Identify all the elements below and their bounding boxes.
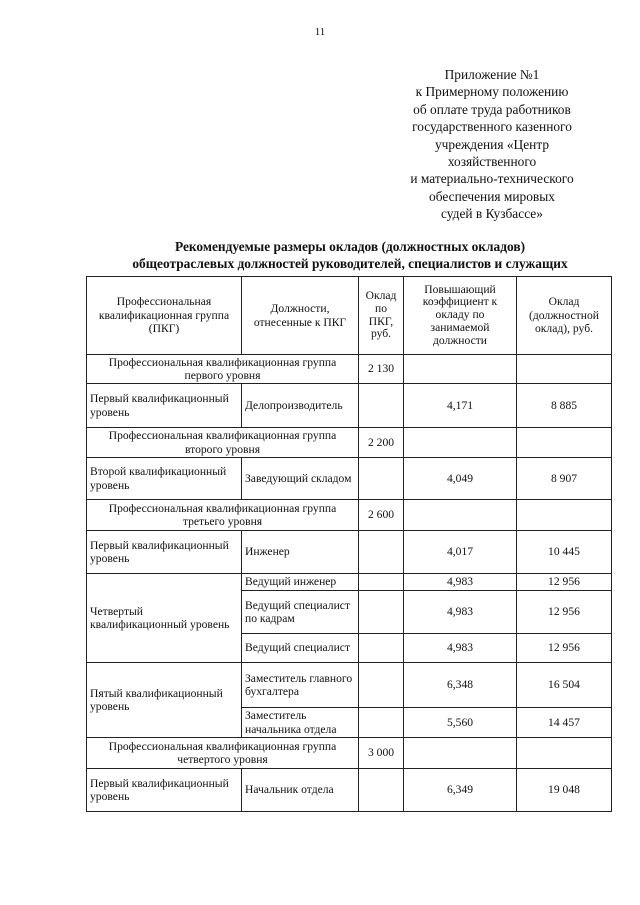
group-name: Профессиональная квалификационная группа второго уровня xyxy=(87,428,359,458)
group-name: Профессиональная квалификационная группа третьего уровня xyxy=(87,500,359,531)
table-row xyxy=(87,574,612,591)
coefficient: 4,983 xyxy=(404,634,517,663)
appendix-line: хозяйственного xyxy=(447,154,537,170)
salary: 12 956 xyxy=(517,591,612,634)
salary: 12 956 xyxy=(517,574,612,591)
table-row xyxy=(87,663,612,708)
title-line: Рекомендуемые размеры окладов (должностных окладов) xyxy=(174,239,526,254)
group-name: Профессиональная квалификационная группа четвертого уровня xyxy=(87,738,359,769)
header-cell: Оклад по ПКГ, руб. xyxy=(359,277,404,355)
appendix-line: к Примерному положению xyxy=(415,84,569,100)
level-name: Первый квалификационный уровень xyxy=(87,531,242,574)
position-title: Начальник отдела xyxy=(242,769,359,812)
appendix-line: Приложение №1 xyxy=(444,67,540,82)
salary: 8 907 xyxy=(517,458,612,500)
header-cell: Профессиональная квалификационная группа (ПКГ) xyxy=(87,277,242,355)
salary: 12 956 xyxy=(517,634,612,663)
position-title: Заместитель главного бухгалтера xyxy=(242,663,359,708)
title-line: общеотраслевых должностей руководителей, специалистов и служащих xyxy=(132,256,568,271)
table-row xyxy=(87,769,612,812)
group-row xyxy=(87,738,612,769)
table-row xyxy=(87,458,612,500)
coefficient: 4,171 xyxy=(404,384,517,428)
level-name: Первый квалификационный уровень xyxy=(87,384,242,428)
position-title: Заместитель начальника отдела xyxy=(242,708,359,738)
page-number: 11 xyxy=(314,26,326,38)
group-row xyxy=(87,355,612,384)
coefficient: 6,348 xyxy=(404,663,517,708)
table-row xyxy=(87,384,612,428)
coefficient: 5,560 xyxy=(404,708,517,738)
level-name: Четвертый квалификационный уровень xyxy=(87,574,242,663)
level-name: Пятый квалификационный уровень xyxy=(87,663,242,738)
coefficient: 4,983 xyxy=(404,591,517,634)
coefficient: 4,049 xyxy=(404,458,517,500)
group-base-salary: 2 200 xyxy=(359,428,404,458)
group-base-salary: 2 130 xyxy=(359,355,404,384)
position-title: Заведующий складом xyxy=(242,458,359,500)
appendix-line: и материально-технического xyxy=(410,171,574,187)
header-cell: Должности, отнесенные к ПКГ xyxy=(242,277,359,355)
coefficient: 4,017 xyxy=(404,531,517,574)
level-name: Второй квалификационный уровень xyxy=(87,458,242,500)
appendix-line: судей в Кузбассе» xyxy=(441,206,543,222)
header-row xyxy=(87,277,612,355)
group-base-salary: 2 600 xyxy=(359,500,404,531)
coefficient: 4,983 xyxy=(404,574,517,591)
appendix-note xyxy=(380,66,604,223)
document-title xyxy=(60,238,640,272)
appendix-line: об оплате труда работников xyxy=(413,101,571,117)
coefficient: 6,349 xyxy=(404,769,517,812)
appendix-line: государственного казенного xyxy=(412,119,572,135)
header-cell: Оклад (должностной оклад), руб. xyxy=(517,277,612,355)
position-title: Инженер xyxy=(242,531,359,574)
salary: 16 504 xyxy=(517,663,612,708)
position-title: Ведущий инженер xyxy=(242,574,359,591)
position-title: Ведущий специалист по кадрам xyxy=(242,591,359,634)
position-title: Делопроизводитель xyxy=(242,384,359,428)
level-name: Первый квалификационный уровень xyxy=(87,769,242,812)
position-title: Ведущий специалист xyxy=(242,634,359,663)
salary: 14 457 xyxy=(517,708,612,738)
group-row xyxy=(87,428,612,458)
salary: 10 445 xyxy=(517,531,612,574)
table-row xyxy=(87,531,612,574)
appendix-line: учреждения «Центр xyxy=(434,136,550,152)
group-base-salary: 3 000 xyxy=(359,738,404,769)
salary: 19 048 xyxy=(517,769,612,812)
group-row xyxy=(87,500,612,531)
salary: 8 885 xyxy=(517,384,612,428)
salary-table xyxy=(86,276,612,812)
appendix-line: обеспечения мировых xyxy=(429,188,555,204)
header-cell: Повышающий коэффициент к окладу по занимаемой должности xyxy=(404,277,517,355)
group-name: Профессиональная квалификационная группа первого уровня xyxy=(87,355,359,384)
